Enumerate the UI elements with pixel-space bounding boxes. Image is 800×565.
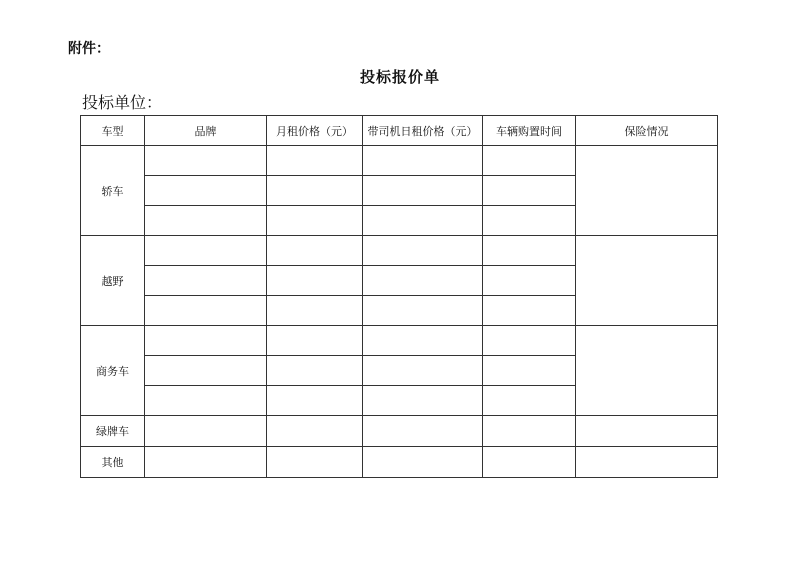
daily-price-cell[interactable] <box>363 326 483 356</box>
table-header-row <box>81 116 718 146</box>
purchase-date-cell[interactable] <box>483 176 576 206</box>
purchase-date-cell[interactable] <box>483 447 576 478</box>
bidder-label: 投标单位： <box>82 93 163 112</box>
vehicle-type-cell: 商务车 <box>81 326 145 416</box>
daily-price-cell[interactable] <box>363 176 483 206</box>
table-row <box>81 326 718 356</box>
header-brand: 品牌 <box>145 116 267 146</box>
purchase-date-cell[interactable] <box>483 416 576 447</box>
brand-cell[interactable] <box>145 296 267 326</box>
purchase-date-cell[interactable] <box>483 206 576 236</box>
brand-cell[interactable] <box>145 356 267 386</box>
insurance-cell[interactable] <box>576 447 718 478</box>
purchase-date-cell[interactable] <box>483 386 576 416</box>
monthly-price-cell[interactable] <box>267 386 363 416</box>
daily-price-cell[interactable] <box>363 236 483 266</box>
purchase-date-cell[interactable] <box>483 296 576 326</box>
purchase-date-cell[interactable] <box>483 356 576 386</box>
vehicle-type-cell: 轿车 <box>81 146 145 236</box>
insurance-cell[interactable] <box>576 416 718 447</box>
purchase-date-cell[interactable] <box>483 146 576 176</box>
monthly-price-cell[interactable] <box>267 326 363 356</box>
brand-cell[interactable] <box>145 266 267 296</box>
daily-price-cell[interactable] <box>363 296 483 326</box>
attachment-label: 附件： <box>68 41 110 57</box>
page-title: 投标报价单 <box>359 68 440 86</box>
purchase-date-cell[interactable] <box>483 326 576 356</box>
monthly-price-cell[interactable] <box>267 416 363 447</box>
brand-cell[interactable] <box>145 447 267 478</box>
daily-price-cell[interactable] <box>363 447 483 478</box>
table-row <box>81 447 718 478</box>
purchase-date-cell[interactable] <box>483 236 576 266</box>
monthly-price-cell[interactable] <box>267 266 363 296</box>
monthly-price-cell[interactable] <box>267 296 363 326</box>
vehicle-type-cell: 越野 <box>81 236 145 326</box>
header-monthly-price: 月租价格（元） <box>267 116 363 146</box>
vehicle-type-cell: 绿牌车 <box>81 416 145 447</box>
insurance-cell[interactable] <box>576 236 718 326</box>
monthly-price-cell[interactable] <box>267 236 363 266</box>
brand-cell[interactable] <box>145 176 267 206</box>
table-row <box>81 236 718 266</box>
table-row <box>81 416 718 447</box>
daily-price-cell[interactable] <box>363 266 483 296</box>
brand-cell[interactable] <box>145 326 267 356</box>
daily-price-cell[interactable] <box>363 146 483 176</box>
daily-price-cell[interactable] <box>363 356 483 386</box>
brand-cell[interactable] <box>145 206 267 236</box>
monthly-price-cell[interactable] <box>267 447 363 478</box>
brand-cell[interactable] <box>145 386 267 416</box>
monthly-price-cell[interactable] <box>267 176 363 206</box>
table-row <box>81 146 718 176</box>
brand-cell[interactable] <box>145 416 267 447</box>
purchase-date-cell[interactable] <box>483 266 576 296</box>
daily-price-cell[interactable] <box>363 416 483 447</box>
vehicle-type-cell: 其他 <box>81 447 145 478</box>
quote-table <box>80 115 718 478</box>
insurance-cell[interactable] <box>576 326 718 416</box>
header-daily-price-with-driver: 带司机日租价格（元） <box>363 116 483 146</box>
header-purchase-date: 车辆购置时间 <box>483 116 576 146</box>
insurance-cell[interactable] <box>576 146 718 236</box>
brand-cell[interactable] <box>145 146 267 176</box>
monthly-price-cell[interactable] <box>267 356 363 386</box>
monthly-price-cell[interactable] <box>267 206 363 236</box>
brand-cell[interactable] <box>145 236 267 266</box>
daily-price-cell[interactable] <box>363 386 483 416</box>
header-insurance: 保险情况 <box>576 116 718 146</box>
monthly-price-cell[interactable] <box>267 146 363 176</box>
header-vehicle-type: 车型 <box>81 116 145 146</box>
daily-price-cell[interactable] <box>363 206 483 236</box>
